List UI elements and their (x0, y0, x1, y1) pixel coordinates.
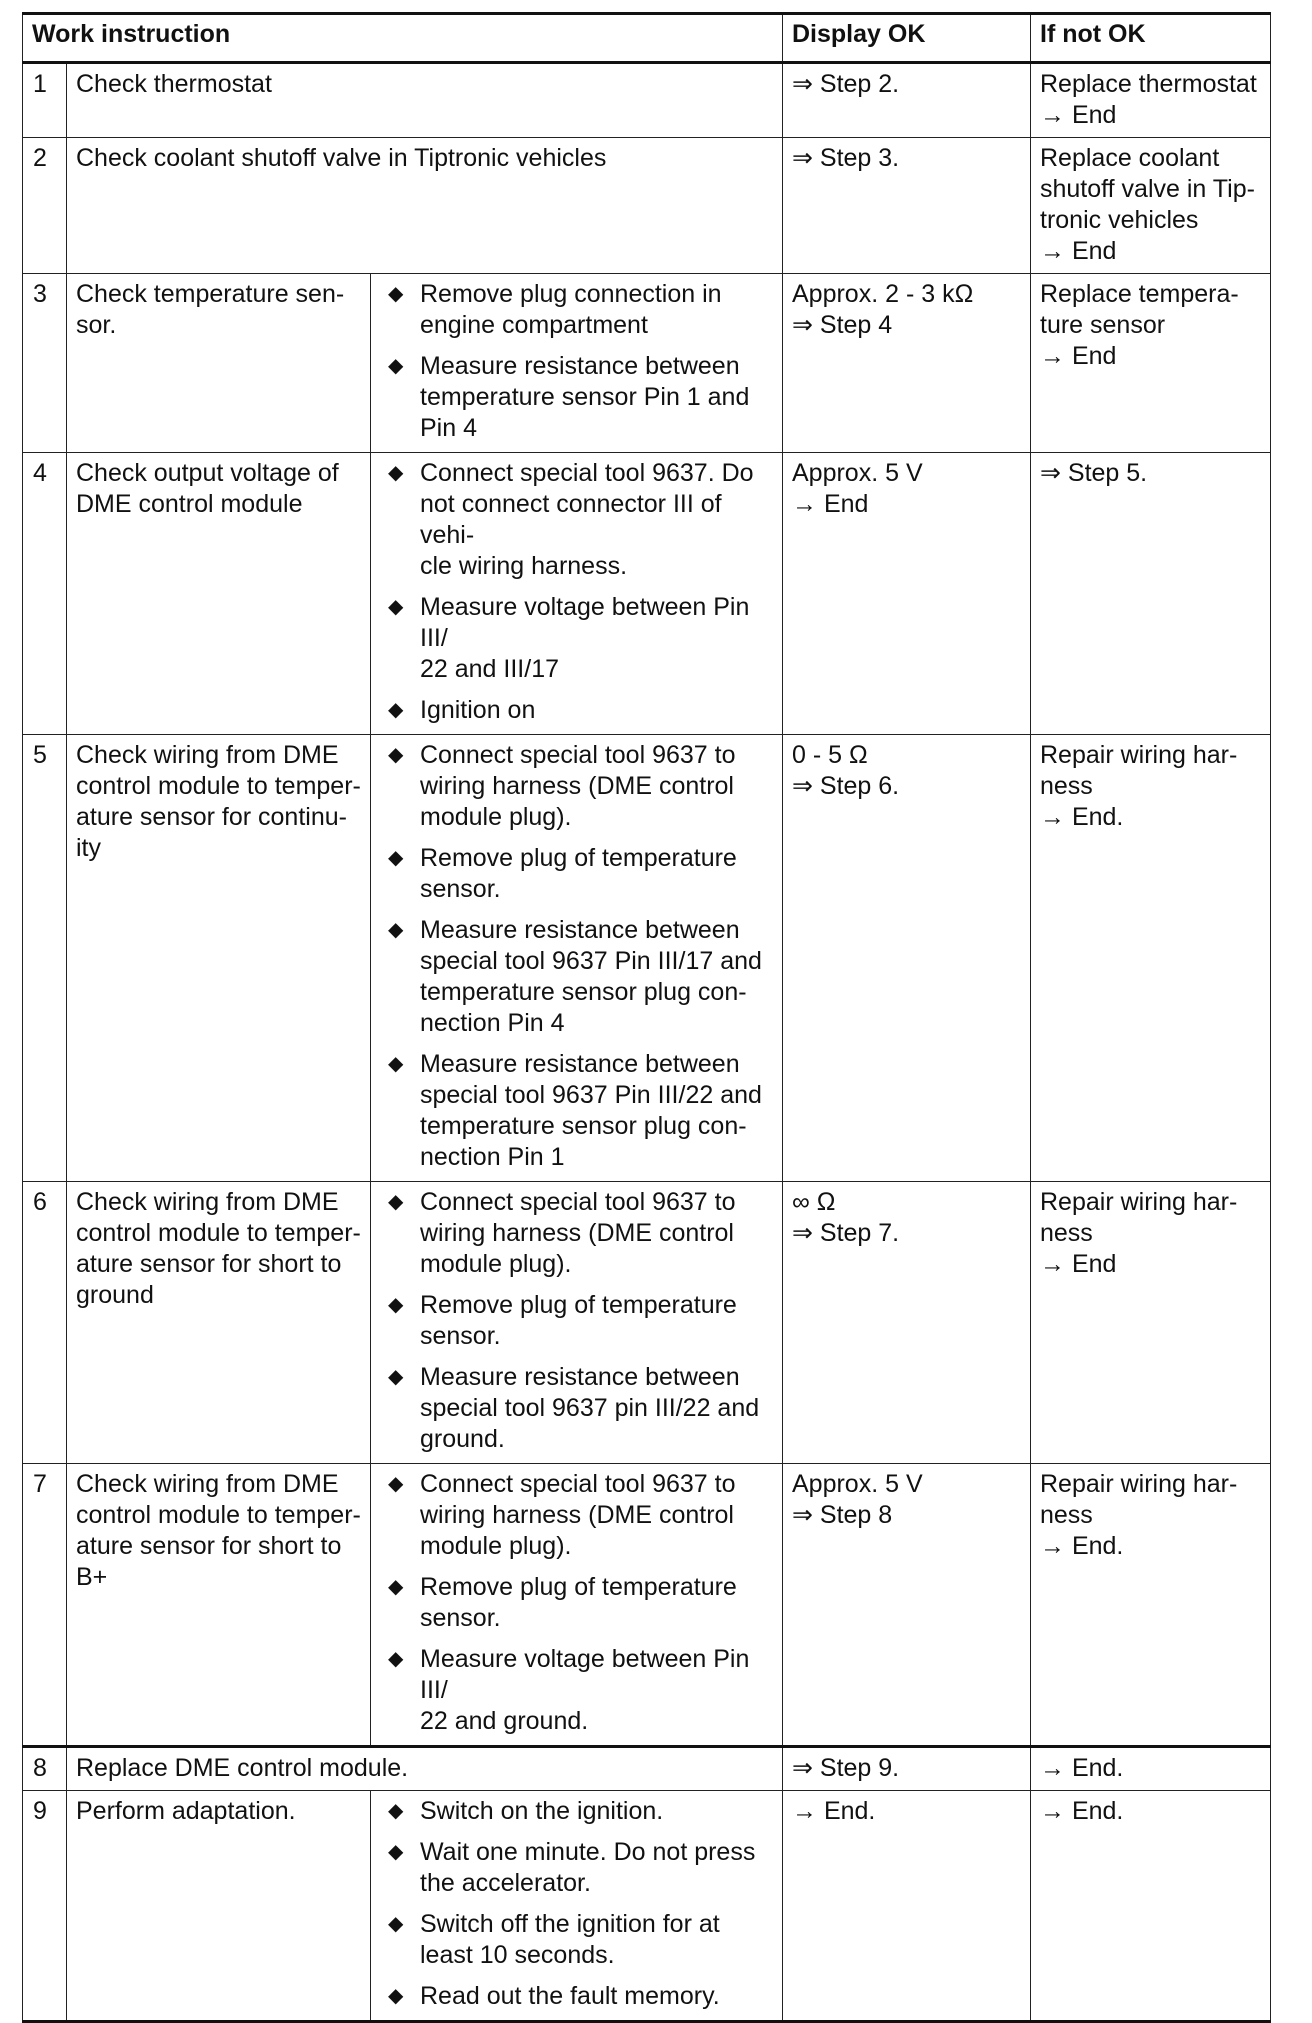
table-row (23, 1464, 1271, 1747)
if-not-ok-value: Repair wiring har- ness → End. (1031, 1464, 1271, 1747)
table-row (23, 1791, 1271, 2022)
table-row (23, 453, 1271, 735)
diamond-bullet-icon: ◆ (388, 919, 404, 941)
table-header-row (23, 14, 1271, 63)
procedure-list (380, 458, 773, 726)
step-task: Check thermostat (67, 63, 783, 138)
procedure-text: Read out the fault memory. (420, 1982, 720, 2010)
diamond-bullet-icon: ◆ (388, 847, 404, 869)
procedure-text: Wait one minute. Do not press the accelerator. (420, 1838, 756, 1897)
procedure-text: Remove plug of temperature sensor. (420, 844, 737, 903)
if-not-ok-value: → End. (1031, 1791, 1271, 2022)
diamond-bullet-icon: ◆ (388, 1053, 404, 1075)
display-ok-value: ⇒ Step 9. (783, 1747, 1031, 1791)
step-procedure (371, 453, 783, 735)
procedure-item (380, 1572, 773, 1634)
procedure-item (380, 1644, 773, 1737)
procedure-item (380, 1362, 773, 1455)
diamond-bullet-icon: ◆ (388, 283, 404, 305)
procedure-item (380, 740, 773, 833)
step-procedure (371, 1182, 783, 1464)
display-ok-value: → End. (783, 1791, 1031, 2022)
step-task: Check output voltage of DME control module (67, 453, 371, 735)
header-display-ok: Display OK (783, 14, 1031, 63)
procedure-list (380, 1187, 773, 1455)
diamond-bullet-icon: ◆ (388, 1473, 404, 1495)
step-number: 7 (23, 1464, 67, 1747)
diamond-bullet-icon: ◆ (388, 1294, 404, 1316)
diamond-bullet-icon: ◆ (388, 1366, 404, 1388)
display-ok-value: ⇒ Step 3. (783, 138, 1031, 274)
display-ok-value: Approx. 5 V ⇒ Step 8 (783, 1464, 1031, 1747)
procedure-item (380, 1290, 773, 1352)
procedure-item (380, 351, 773, 444)
step-number: 9 (23, 1791, 67, 2022)
procedure-item (380, 1796, 773, 1827)
step-task: Check temperature sen- sor. (67, 274, 371, 453)
step-number: 5 (23, 735, 67, 1182)
diamond-bullet-icon: ◆ (388, 355, 404, 377)
procedure-item (380, 1049, 773, 1173)
if-not-ok-value: Replace coolant shutoff valve in Tip- tronic vehicles → End (1031, 138, 1271, 274)
table-body (23, 63, 1271, 2022)
step-task: Replace DME control module. (67, 1747, 783, 1791)
procedure-text: Measure resistance between temperature sensor Pin 1 and Pin 4 (420, 352, 750, 442)
procedure-text: Connect special tool 9637 to wiring harness (DME control module plug). (420, 1188, 736, 1278)
procedure-text: Measure resistance between special tool 9637 Pin III/22 and temperature sensor plug con- nection Pin 1 (420, 1050, 762, 1171)
diamond-bullet-icon: ◆ (388, 1841, 404, 1863)
table-row (23, 138, 1271, 274)
procedure-item (380, 915, 773, 1039)
step-procedure (371, 1791, 783, 2022)
procedure-text: Measure voltage between Pin III/ 22 and ground. (420, 1645, 750, 1735)
step-task: Perform adaptation. (67, 1791, 371, 2022)
step-number: 6 (23, 1182, 67, 1464)
diamond-bullet-icon: ◆ (388, 596, 404, 618)
table-row (23, 1182, 1271, 1464)
procedure-text: Measure resistance between special tool 9637 pin III/22 and ground. (420, 1363, 760, 1453)
procedure-text: Measure voltage between Pin III/ 22 and III/17 (420, 593, 750, 683)
if-not-ok-value: Repair wiring har- ness → End. (1031, 735, 1271, 1182)
procedure-text: Remove plug of temperature sensor. (420, 1291, 737, 1350)
diamond-bullet-icon: ◆ (388, 744, 404, 766)
procedure-text: Remove plug of temperature sensor. (420, 1573, 737, 1632)
procedure-item (380, 279, 773, 341)
step-number: 1 (23, 63, 67, 138)
step-number: 3 (23, 274, 67, 453)
table-row (23, 1747, 1271, 1791)
procedure-text: Remove plug connection in engine compartment (420, 280, 722, 339)
procedure-item (380, 1469, 773, 1562)
procedure-list (380, 1469, 773, 1737)
diamond-bullet-icon: ◆ (388, 1913, 404, 1935)
procedure-list (380, 1796, 773, 2012)
diamond-bullet-icon: ◆ (388, 1191, 404, 1213)
step-procedure (371, 274, 783, 453)
procedure-text: Measure resistance between special tool 9637 Pin III/17 and temperature sensor plug con- nection Pin 4 (420, 916, 762, 1037)
diamond-bullet-icon: ◆ (388, 1576, 404, 1598)
display-ok-value: 0 - 5 Ω ⇒ Step 6. (783, 735, 1031, 1182)
display-ok-value: ⇒ Step 2. (783, 63, 1031, 138)
step-number: 2 (23, 138, 67, 274)
procedure-item (380, 843, 773, 905)
procedure-text: Switch off the ignition for at least 10 seconds. (420, 1910, 720, 1969)
procedure-item (380, 695, 773, 726)
procedure-item (380, 458, 773, 582)
table-row (23, 274, 1271, 453)
display-ok-value: ∞ Ω ⇒ Step 7. (783, 1182, 1031, 1464)
procedure-text: Connect special tool 9637. Do not connect connector III of vehi- cle wiring harness. (420, 459, 754, 580)
work-instruction-table (22, 12, 1271, 2023)
procedure-text: Connect special tool 9637 to wiring harness (DME control module plug). (420, 741, 736, 831)
procedure-item (380, 1981, 773, 2012)
step-number: 8 (23, 1747, 67, 1791)
step-task: Check wiring from DME control module to temper- ature sensor for short to B+ (67, 1464, 371, 1747)
diamond-bullet-icon: ◆ (388, 699, 404, 721)
procedure-item (380, 1837, 773, 1899)
procedure-text: Ignition on (420, 696, 536, 724)
step-number: 4 (23, 453, 67, 735)
if-not-ok-value: Repair wiring har- ness → End (1031, 1182, 1271, 1464)
procedure-list (380, 740, 773, 1173)
table-row (23, 735, 1271, 1182)
procedure-list (380, 279, 773, 444)
if-not-ok-value: → End. (1031, 1747, 1271, 1791)
header-if-not-ok: If not OK (1031, 14, 1271, 63)
step-task: Check wiring from DME control module to temper- ature sensor for short to ground (67, 1182, 371, 1464)
step-procedure (371, 1464, 783, 1747)
step-task: Check wiring from DME control module to temper- ature sensor for continu- ity (67, 735, 371, 1182)
diamond-bullet-icon: ◆ (388, 1648, 404, 1670)
if-not-ok-value: Replace thermostat → End (1031, 63, 1271, 138)
diamond-bullet-icon: ◆ (388, 1800, 404, 1822)
step-task: Check coolant shutoff valve in Tiptronic vehicles (67, 138, 783, 274)
if-not-ok-value: Replace tempera- ture sensor → End (1031, 274, 1271, 453)
display-ok-value: Approx. 5 V → End (783, 453, 1031, 735)
display-ok-value: Approx. 2 - 3 kΩ ⇒ Step 4 (783, 274, 1031, 453)
procedure-item (380, 1187, 773, 1280)
diamond-bullet-icon: ◆ (388, 1985, 404, 2007)
header-work-instruction: Work instruction (23, 14, 783, 63)
diamond-bullet-icon: ◆ (388, 462, 404, 484)
procedure-item (380, 1909, 773, 1971)
if-not-ok-value: ⇒ Step 5. (1031, 453, 1271, 735)
procedure-text: Connect special tool 9637 to wiring harness (DME control module plug). (420, 1470, 736, 1560)
procedure-text: Switch on the ignition. (420, 1797, 664, 1825)
step-procedure (371, 735, 783, 1182)
procedure-item (380, 592, 773, 685)
table-row (23, 63, 1271, 138)
